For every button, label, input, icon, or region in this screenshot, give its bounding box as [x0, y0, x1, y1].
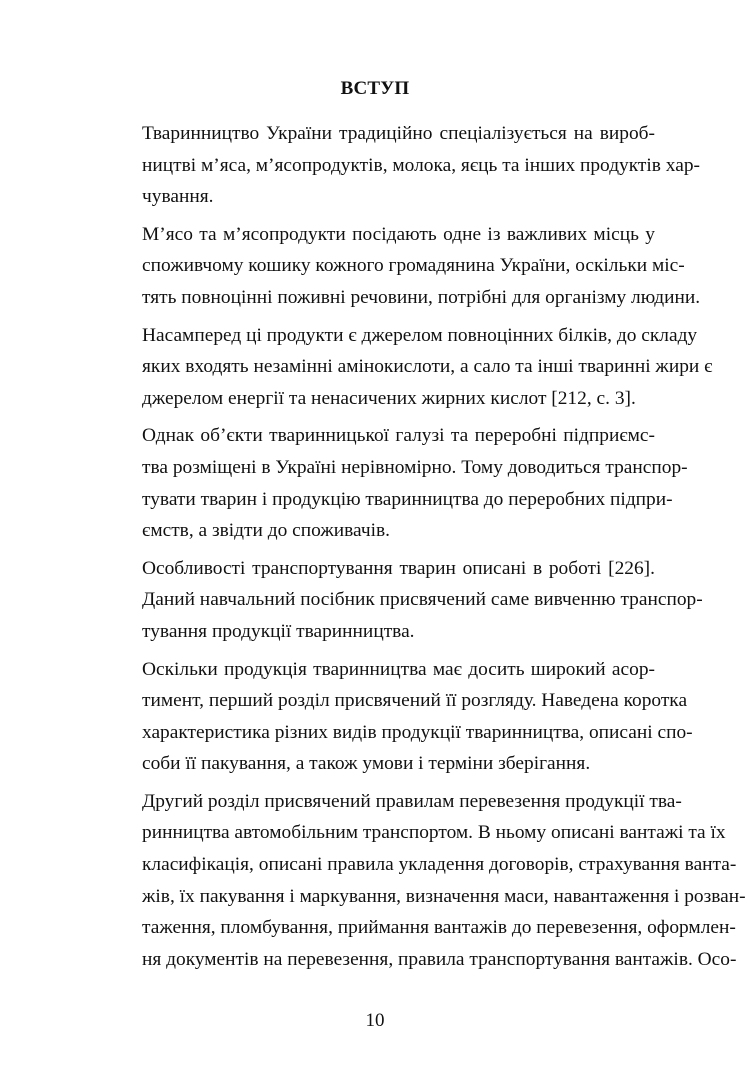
text-line: Особливості транспортування тварин описані в роботі [226]. — [142, 557, 655, 579]
page-title: ВСТУП — [340, 78, 410, 99]
body-text — [88, 118, 746, 981]
text-line: ємств, а звідти до споживачів. — [142, 520, 390, 542]
paragraph — [88, 654, 693, 780]
text-line: характеристика різних видів продукції тваринництва, описані спо- — [142, 721, 693, 743]
text-line: жів, їх пакування і маркування, визначення маси, навантаження і розван- — [142, 885, 746, 907]
text-line: чування. — [142, 186, 214, 208]
page-number: 10 — [365, 1010, 385, 1031]
text-line: ництві м’яса, м’ясопродуктів, молока, яєць та інших продуктів хар- — [142, 154, 700, 176]
text-line: Тваринництво України традиційно спеціалізується на вироб- — [142, 123, 655, 144]
text-line: тять повноцінні поживні речовини, потрібні для організму людини. — [142, 286, 701, 308]
text-line: Однак об’єкти тваринницької галузі та переробні підприємс- — [142, 425, 655, 447]
paragraph — [88, 219, 701, 314]
text-line: М’ясо та м’ясопродукти посідають одне із важливих місць у — [142, 223, 655, 245]
paragraph — [88, 118, 700, 213]
text-line: ня документів на перевезення, правила транспортування вантажів. Осо- — [142, 948, 737, 970]
text-line: таження, пломбування, приймання вантажів до перевезення, оформлен- — [142, 917, 736, 939]
text-line: тимент, перший розділ присвячений її розгляду. Наведена коротка — [142, 690, 688, 712]
text-line: класифікація, описані правила укладення договорів, страхування ванта- — [142, 854, 737, 876]
paragraph — [88, 786, 746, 976]
paragraph — [88, 420, 688, 546]
text-line: тва розміщені в Україні нерівномірно. Тому доводиться транспор- — [142, 456, 688, 478]
text-line: Оскільки продукція тваринництва має досить широкий асор- — [142, 658, 655, 680]
text-line: Другий розділ присвячений правилам перевезення продукції тва- — [142, 790, 682, 812]
text-line: яких входять незамінні амінокислоти, а сало та інші тваринні жири є — [142, 356, 713, 378]
text-line: Даний навчальний посібник присвячений саме вивченню транспор- — [142, 589, 703, 611]
paragraph — [88, 553, 703, 648]
text-line: соби її пакування, а також умови і терміни зберігання. — [142, 753, 591, 775]
text-line: ринництва автомобільним транспортом. В ньому описані вантажі та їх — [142, 822, 726, 844]
text-line: тування продукції тваринництва. — [142, 620, 415, 642]
text-line: тувати тварин і продукцію тваринництва до переробних підпри- — [142, 488, 673, 510]
text-line: Насамперед ці продукти є джерелом повноцінних білків, до складу — [142, 324, 698, 346]
text-line: споживчому кошику кожного громадянина України, оскільки міс- — [142, 255, 685, 277]
text-line: джерелом енергії та ненасичених жирних кислот [212, с. 3]. — [142, 387, 636, 409]
paragraph — [88, 320, 713, 415]
